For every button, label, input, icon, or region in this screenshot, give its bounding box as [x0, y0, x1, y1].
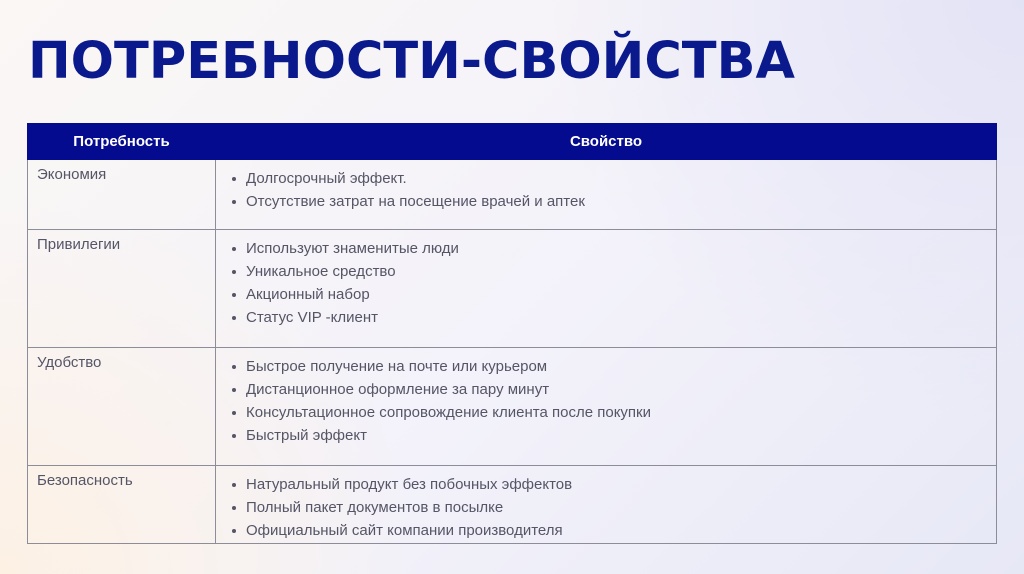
properties-cell — [216, 466, 997, 544]
property-item: Отсутствие затрат на посещение врачей и аптек — [230, 190, 996, 213]
property-item: Дистанционное оформление за пару минут — [230, 378, 996, 401]
property-list — [230, 237, 996, 329]
properties-cell — [216, 160, 997, 230]
table-row — [28, 230, 997, 348]
property-list — [230, 355, 996, 447]
property-list — [230, 167, 996, 213]
property-list — [230, 473, 996, 542]
header-property: Свойство — [216, 124, 997, 160]
property-item: Акционный набор — [230, 283, 996, 306]
need-cell: Привилегии — [28, 230, 216, 348]
property-item: Полный пакет документов в посылке — [230, 496, 996, 519]
property-item: Уникальное средство — [230, 260, 996, 283]
table-row — [28, 348, 997, 466]
need-cell: Экономия — [28, 160, 216, 230]
property-item: Натуральный продукт без побочных эффектов — [230, 473, 996, 496]
property-item: Быстрый эффект — [230, 424, 996, 447]
property-item: Консультационное сопровождение клиента после покупки — [230, 401, 996, 424]
property-item: Быстрое получение на почте или курьером — [230, 355, 996, 378]
needs-properties-table — [27, 123, 997, 544]
property-item: Долгосрочный эффект. — [230, 167, 996, 190]
header-need: Потребность — [28, 124, 216, 160]
property-item: Используют знаменитые люди — [230, 237, 996, 260]
table-header-row — [28, 124, 997, 160]
properties-cell — [216, 348, 997, 466]
property-item: Статус VIP -клиент — [230, 306, 996, 329]
need-cell: Удобство — [28, 348, 216, 466]
slide-title: ПОТРЕБНОСТИ-СВОЙСТВА — [28, 32, 795, 91]
table-row — [28, 160, 997, 230]
table-row — [28, 466, 997, 544]
property-item: Официальный сайт компании производителя — [230, 519, 996, 542]
need-cell: Безопасность — [28, 466, 216, 544]
properties-cell — [216, 230, 997, 348]
